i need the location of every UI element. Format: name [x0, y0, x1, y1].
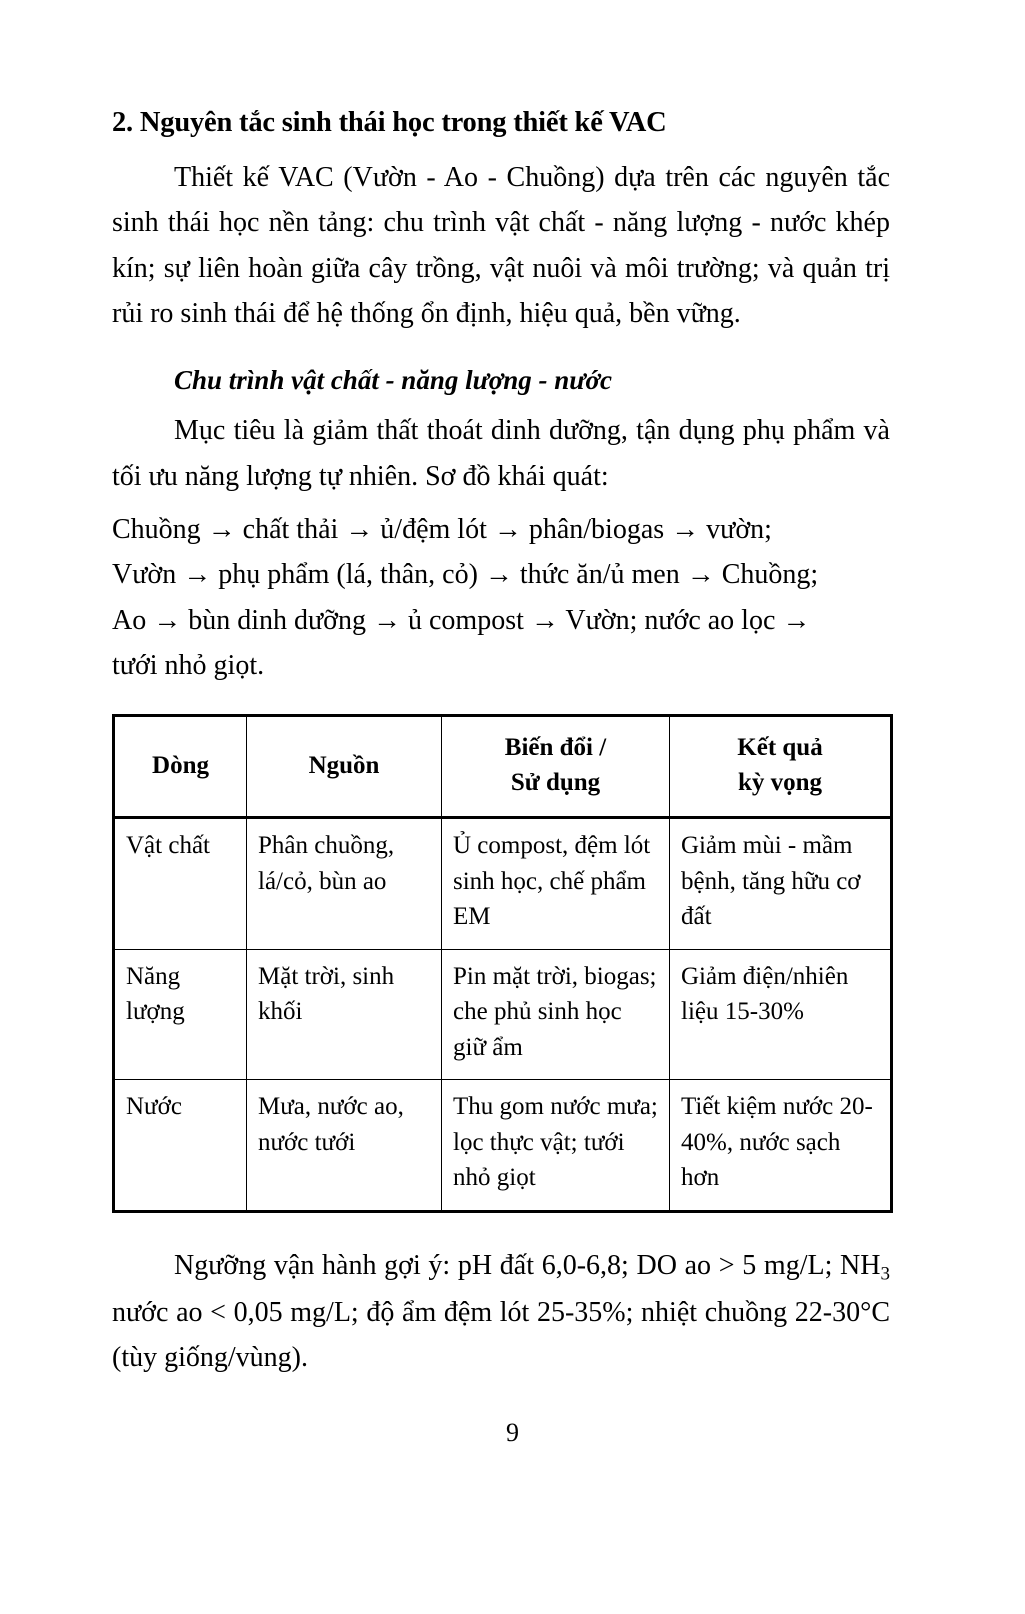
flow-line-2: Vườn → phụ phẩm (lá, thân, cỏ) → thức ăn/ủ men → Chuồng;	[112, 559, 819, 591]
cell-source-text: Phân chuồng, lá/cỏ, bùn ao	[258, 832, 395, 895]
cell-outcome-text: Tiết kiệm nước 20-40%, nước sạch hơn	[681, 1093, 873, 1192]
flow-line-1: Chuồng → chất thải → ủ/đệm lót → phân/biogas → vườn;	[112, 514, 772, 545]
cell-flow	[114, 818, 247, 950]
cell-transform-text: Pin mặt trời, biogas; che phủ sinh học giữ ẩm	[453, 962, 657, 1061]
table-body	[114, 818, 892, 1212]
ecological-flows-table	[112, 714, 893, 1213]
column-header-flow	[114, 716, 247, 818]
cell-outcome	[670, 1080, 892, 1212]
column-header-outcome-line2: kỳ vọng	[737, 768, 823, 796]
cell-transform-text: Ủ compost, đệm lót sinh học, chế phẩm EM	[453, 832, 651, 931]
column-header-transform-line1: Biến đổi /	[504, 734, 607, 762]
cell-source	[247, 1080, 442, 1212]
table-row	[114, 818, 892, 950]
closing-paragraph	[112, 1243, 890, 1381]
cell-flow	[114, 1080, 247, 1212]
flow-line-4: tưới nhỏ giọt.	[112, 650, 265, 682]
column-header-source-line1: Nguồn	[308, 751, 380, 779]
cell-flow-text: Năng lượng	[126, 962, 185, 1026]
cell-source	[247, 818, 442, 950]
subsection-heading: Chu trình vật chất - năng lượng - nước	[174, 365, 612, 396]
cell-flow-text: Vật chất	[126, 832, 210, 860]
page-content	[112, 104, 890, 1381]
column-header-flow-line1: Dòng	[152, 751, 209, 779]
table-header	[114, 716, 892, 818]
cell-transform	[442, 1080, 670, 1212]
cell-transform	[442, 949, 670, 1080]
cell-source-text: Mặt trời, sinh khối	[258, 962, 395, 1026]
cell-source-text: Mưa, nước ao, nước tưới	[258, 1093, 404, 1156]
cell-outcome	[670, 949, 892, 1080]
nh3-subscript: 3	[880, 1263, 890, 1285]
cell-source	[247, 949, 442, 1080]
column-header-transform	[442, 716, 670, 818]
cell-transform	[442, 818, 670, 950]
flow-line-3: Ao → bùn dinh dưỡng → ủ compost → Vườn; nước ao lọc →	[112, 604, 811, 636]
closing-text-part1: Ngưỡng vận hành gợi ý: pH đất 6,0-6,8; DO ao > 5 mg/L; NH	[174, 1249, 881, 1281]
column-header-outcome-line1: Kết quả	[737, 734, 823, 762]
cell-flow	[114, 949, 247, 1080]
column-header-source	[247, 716, 442, 818]
flow-diagram-text	[112, 507, 890, 688]
table-header-row	[114, 716, 892, 818]
column-header-outcome	[670, 716, 892, 818]
cell-outcome-text: Giảm mùi - mầm bệnh, tăng hữu cơ đất	[681, 832, 861, 931]
table-row	[114, 1080, 892, 1212]
table-row	[114, 949, 892, 1080]
cell-flow-text: Nước	[126, 1093, 182, 1121]
section-heading: 2. Nguyên tắc sinh thái học trong thiết kế VAC	[112, 107, 667, 138]
cell-transform-text: Thu gom nước mưa; lọc thực vật; tưới nhỏ giọt	[453, 1093, 658, 1192]
cell-outcome	[670, 818, 892, 950]
closing-text-part2: nước ao < 0,05 mg/L; độ ẩm đệm lót 25-35%; nhiệt chuồng 22-30°C (tùy giống/vùng).	[112, 1297, 890, 1374]
column-header-transform-line2: Sử dụng	[510, 768, 601, 796]
intro-paragraph: Thiết kế VAC (Vườn - Ao - Chuồng) dựa trên các nguyên tắc sinh thái học nền tảng: chu trình vật chất - năng lượng - nước khép kín; sự liên hoàn giữa cây trồng, vật nuôi và môi trường; và quản trị rủi ro sinh thái để hệ thống ổn định, hiệu quả, bền vững.	[112, 162, 890, 330]
page-number: 9	[506, 1418, 519, 1447]
subsection-paragraph: Mục tiêu là giảm thất thoát dinh dưỡng, tận dụng phụ phẩm và tối ưu năng lượng tự nhiên. Sơ đồ khái quát:	[112, 415, 890, 492]
cell-outcome-text: Giảm điện/nhiên liệu 15-30%	[681, 962, 849, 1026]
